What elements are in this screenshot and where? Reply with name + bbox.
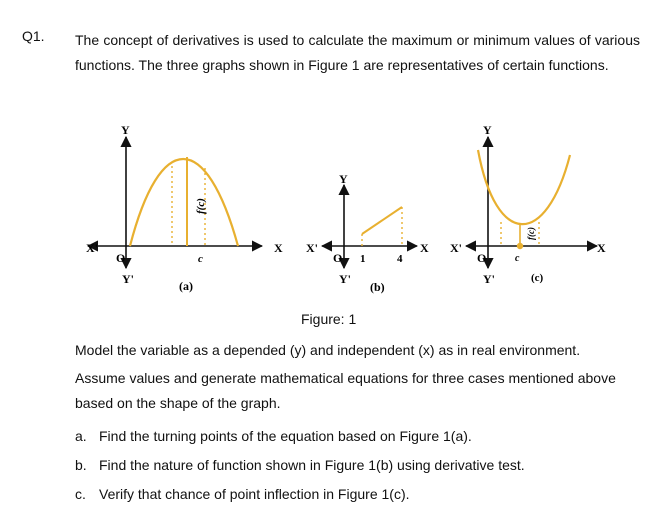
- graph-a-caption: (a): [179, 279, 193, 293]
- task-item-b: [75, 457, 525, 473]
- graph-a-y-label: Y: [121, 123, 130, 137]
- graph-c-c-label: c: [515, 253, 520, 264]
- graph-c-x-neg-label: X': [450, 241, 462, 255]
- paragraph-model: Model the variable as a depended (y) and independent (x) as in real environment.: [75, 342, 581, 358]
- graph-b-caption: (b): [370, 280, 385, 294]
- task-item-c: [75, 486, 410, 502]
- graph-c-min-point: [517, 243, 523, 249]
- graph-c-curve: [478, 150, 570, 224]
- task-marker: c.: [75, 486, 86, 502]
- task-text: Verify that chance of point inflection in Figure 1(c).: [99, 486, 410, 502]
- graph-c-caption: (c): [531, 272, 544, 284]
- graph-a-x-label: X: [274, 241, 283, 255]
- graph-c-origin-label: O: [477, 251, 487, 265]
- graph-c-x-label: X: [597, 241, 606, 255]
- task-text: Find the turning points of the equation based on Figure 1(a).: [99, 428, 472, 444]
- task-text: Find the nature of function shown in Figure 1(b) using derivative test.: [99, 457, 525, 473]
- graph-b-origin-label: O: [333, 251, 343, 265]
- task-marker: b.: [75, 457, 87, 473]
- graph-c-y-neg-label: Y': [483, 272, 495, 286]
- graph-b-tick-1: 1: [360, 253, 366, 265]
- graph-a-c-label: c: [198, 253, 203, 265]
- graph-b-y-neg-label: Y': [339, 272, 351, 286]
- question-number: Q1.: [22, 28, 45, 44]
- graph-c: [450, 123, 606, 286]
- graph-a-x-neg-label: X': [86, 241, 98, 255]
- graph-a-y-neg-label: Y': [122, 272, 134, 286]
- graph-b-x-label: X: [420, 241, 429, 255]
- graph-b-y-label: Y: [339, 172, 348, 186]
- question-intro: The concept of derivatives is used to calculate the maximum or minimum values of various functions. The three graphs shown in Figure 1 are representatives of certain functions.: [75, 32, 640, 73]
- task-item-a: [75, 428, 472, 444]
- graph-a-fc-label: f(c): [195, 198, 207, 214]
- graph-c-fc-label: f(c): [526, 227, 536, 240]
- graph-a-origin-label: O: [116, 251, 126, 265]
- graph-b-tick-4: 4: [397, 253, 403, 265]
- graph-a-curve: [130, 159, 238, 246]
- graph-b: [306, 172, 429, 294]
- graph-b-x-neg-label: X': [306, 241, 318, 255]
- paragraph-assume: Assume values and generate mathematical equations for three cases mentioned above based on the shape of the graph.: [75, 370, 616, 411]
- graph-a: [86, 123, 283, 293]
- task-marker: a.: [75, 428, 87, 444]
- graph-c-y-label: Y: [483, 123, 492, 137]
- figure-caption: Figure: 1: [301, 311, 357, 327]
- graph-b-segment: [362, 207, 402, 234]
